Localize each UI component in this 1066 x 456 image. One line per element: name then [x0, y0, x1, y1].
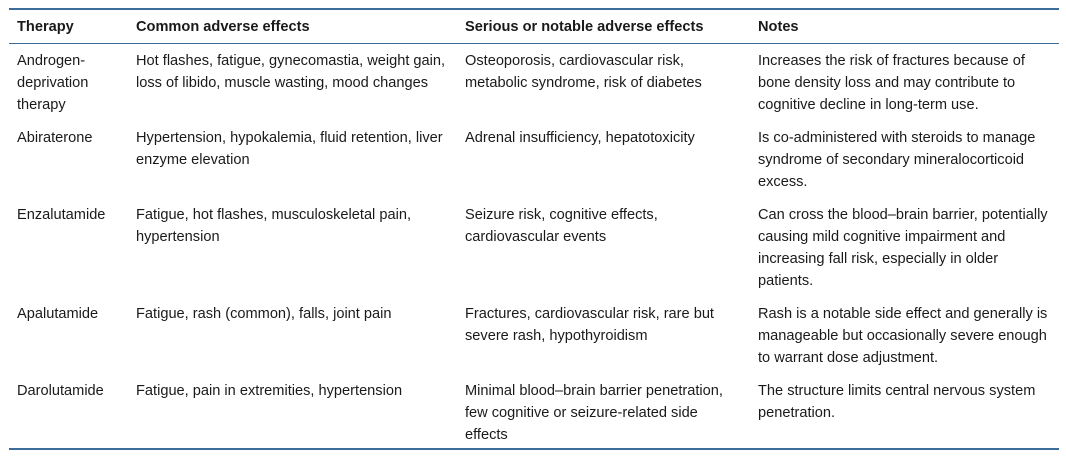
table-row [9, 204, 1059, 303]
cell-serious: Adrenal insufficiency, hepatotoxicity [465, 130, 695, 146]
header-serious-adverse-effects: Serious or notable adverse effects [465, 19, 704, 35]
table-row [9, 303, 1059, 380]
header-row [9, 9, 1059, 44]
cell-therapy: Apalutamide [17, 306, 99, 322]
table-row [9, 44, 1059, 128]
cell-serious: Osteoporosis, cardiovascular risk, metabolic syndrome, risk of diabetes [465, 53, 702, 91]
header-therapy: Therapy [17, 19, 74, 35]
header-notes: Notes [758, 19, 799, 35]
cell-notes: Can cross the blood–brain barrier, potentially causing mild cognitive impairment and increasing fall risk, especially in older patients. [758, 207, 1048, 289]
table-row [9, 380, 1059, 449]
cell-therapy: Enzalutamide [17, 207, 106, 223]
adverse-effects-table-container [9, 8, 1059, 450]
table-body [9, 44, 1059, 450]
table-row [9, 127, 1059, 204]
cell-common: Fatigue, pain in extremities, hypertension [136, 383, 403, 399]
cell-notes: Rash is a notable side effect and generally is manageable but occasionally severe enough to warrant dose adjustment. [758, 306, 1048, 366]
cell-common: Fatigue, hot flashes, musculoskeletal pain, hypertension [136, 207, 412, 245]
cell-serious: Fractures, cardiovascular risk, rare but severe rash, hypothyroidism [465, 306, 714, 344]
cell-notes: The structure limits central nervous system penetration. [758, 383, 1036, 421]
cell-common: Hot flashes, fatigue, gynecomastia, weight gain, loss of libido, muscle wasting, mood changes [136, 53, 446, 91]
header-common-adverse-effects: Common adverse effects [136, 19, 310, 35]
table-header [9, 9, 1059, 44]
cell-serious: Seizure risk, cognitive effects, cardiovascular events [465, 207, 658, 245]
cell-therapy: Abiraterone [17, 130, 93, 146]
cell-common: Fatigue, rash (common), falls, joint pain [136, 306, 392, 322]
adverse-effects-table [9, 8, 1059, 450]
cell-serious: Minimal blood–brain barrier penetration, few cognitive or seizure-related side effects [465, 383, 723, 443]
cell-therapy: Androgen-deprivation therapy [17, 53, 89, 113]
cell-notes: Increases the risk of fractures because of bone density loss and may contribute to cognitive decline in long-term use. [758, 53, 1025, 113]
cell-therapy: Darolutamide [17, 383, 104, 399]
cell-notes: Is co-administered with steroids to manage syndrome of secondary mineralocorticoid excess. [758, 130, 1036, 190]
cell-common: Hypertension, hypokalemia, fluid retention, liver enzyme elevation [136, 130, 443, 168]
